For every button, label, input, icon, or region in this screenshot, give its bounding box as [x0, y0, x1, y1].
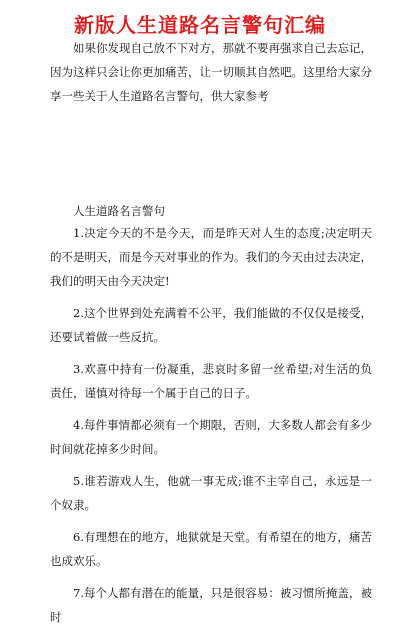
document-title: 新版人生道路名言警句汇编 — [74, 13, 326, 37]
quote-item: 2.这个世界到处充满着不公平，我们能做的不仅仅是接受，还要试着做一些反抗。 — [50, 306, 372, 344]
section-heading: 人生道路名言警句 — [73, 204, 165, 218]
quote-item: 6.有理想在的地方，地狱就是天堂。有希望在的地方，痛苦也成欢乐。 — [50, 530, 372, 568]
quote-list — [50, 221, 372, 637]
quote-item: 1.决定今天的不是今天，而是昨天对人生的态度;决定明天的不是明天，而是今天对事业的作为。我们的今天由过去决定，我们的明天由今天决定! — [50, 226, 372, 288]
intro-paragraph: 如果你发现自己放不下对方，那就不要再强求自己去忘记，因为这样只会让你更加痛苦，让一切顺其自然吧。这里给大家分享一些关于人生道路名言警句，供大家参考 — [50, 41, 372, 103]
quote-item: 3.欢喜中持有一份凝重，悲哀时多留一丝希望;对生活的负责任，谨慎对待每一个属于自己的日子。 — [50, 362, 372, 400]
quote-item: 5.谁若游戏人生，他就一事无成;谁不主宰自己，永远是一个奴隶。 — [50, 474, 372, 512]
quote-item: 4.每件事情都必须有一个期限，否则，大多数人都会有多少时间就花掉多少时间。 — [50, 418, 372, 456]
quote-item: 7.每个人都有潜在的能量，只是很容易：被习惯所掩盖，被时 — [50, 586, 372, 624]
